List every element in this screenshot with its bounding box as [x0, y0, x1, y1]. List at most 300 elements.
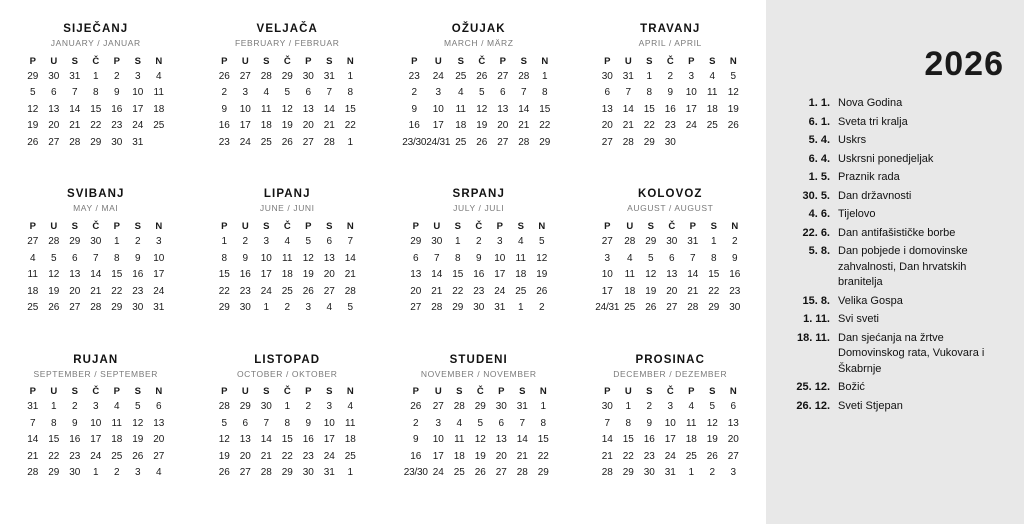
day-cell: 4	[284, 236, 291, 248]
day-cell: 17	[494, 269, 506, 281]
day-cell: 9	[412, 434, 419, 446]
day-cell: 20	[323, 269, 335, 281]
week-row	[402, 101, 555, 118]
day-cell: 20	[666, 285, 678, 297]
month-days-table	[597, 54, 744, 151]
day-cell: 27	[153, 450, 165, 462]
day-cell: 16	[729, 269, 741, 281]
day-cell: 20	[497, 120, 509, 132]
weekday-header: S	[519, 386, 526, 398]
week-row	[22, 415, 169, 432]
weekday-header: U	[241, 220, 249, 232]
day-cell: 25	[111, 450, 123, 462]
day-cell: 1	[92, 467, 99, 479]
day-cell: 18	[153, 103, 165, 115]
month-block	[192, 345, 384, 510]
day-cell: 20	[239, 450, 251, 462]
day-cell: 25	[153, 120, 165, 132]
month-name: PROSINAC	[635, 353, 705, 366]
day-cell: 12	[48, 269, 60, 281]
day-cell: 26	[476, 70, 488, 82]
day-cell: 7	[519, 417, 526, 429]
day-cell: 19	[218, 450, 230, 462]
week-row	[402, 85, 555, 102]
weekday-header: N	[541, 55, 549, 67]
day-cell: 28	[260, 70, 272, 82]
day-cell: 5	[730, 70, 737, 82]
week-row	[22, 101, 169, 118]
day-cell: 9	[242, 252, 249, 264]
day-cell: 28	[344, 285, 356, 297]
day-cell: 12	[645, 269, 657, 281]
day-cell: 13	[666, 269, 678, 281]
week-row	[405, 233, 552, 250]
day-cell: 26	[281, 136, 293, 148]
day-cell: 30	[666, 236, 678, 248]
day-cell: 1	[221, 236, 228, 248]
weekday-header: P	[221, 55, 228, 67]
holiday-item	[784, 115, 1010, 131]
holiday-item	[784, 170, 1010, 186]
day-cell: 12	[302, 252, 314, 264]
day-cell: 10	[260, 252, 272, 264]
day-cell: 5	[477, 417, 484, 429]
holiday-name: Božić	[838, 381, 865, 393]
weekday-header: S	[134, 386, 141, 398]
holiday-date: 30. 5.	[802, 189, 830, 202]
day-cell: 24	[239, 136, 251, 148]
day-cell: 2	[709, 467, 716, 479]
day-cell: 22	[452, 285, 464, 297]
day-cell: 21	[601, 450, 613, 462]
day-cell: 19	[706, 434, 718, 446]
day-cell	[681, 134, 702, 151]
day-cell: 10	[432, 434, 444, 446]
day-cell: 29	[239, 401, 251, 413]
day-cell: 30	[643, 467, 655, 479]
day-cell: 16	[69, 434, 81, 446]
day-cell: 23	[473, 285, 485, 297]
day-cell: 8	[92, 87, 99, 99]
day-cell: 14	[431, 269, 443, 281]
weekday-header: P	[688, 386, 695, 398]
month-block	[575, 14, 767, 179]
day-cell: 3	[730, 467, 737, 479]
day-cell: 28	[518, 70, 530, 82]
day-cell: 6	[71, 252, 78, 264]
month-days-table	[404, 385, 554, 482]
day-cell: 5	[284, 87, 291, 99]
day-cell: 8	[646, 87, 653, 99]
day-cell: 28	[323, 136, 335, 148]
day-cell: 13	[410, 269, 422, 281]
day-cell: 7	[433, 252, 440, 264]
weekday-header: N	[346, 55, 354, 67]
month-subtitle: SEPTEMBER / SEPTEMBER	[33, 368, 159, 379]
weekday-header: U	[626, 220, 634, 232]
day-cell: 7	[92, 252, 99, 264]
weekday-header: S	[709, 386, 716, 398]
day-cell: 29	[281, 467, 293, 479]
day-cell: 4	[263, 87, 270, 99]
day-cell: 25	[27, 302, 39, 314]
day-cell: 18	[27, 285, 39, 297]
weekday-header: S	[71, 386, 78, 398]
month-subtitle: MARCH / MÄRZ	[443, 38, 514, 48]
day-cell: 11	[261, 103, 272, 115]
day-cell: 8	[221, 252, 228, 264]
day-cell: 2	[284, 302, 291, 314]
holiday-item	[784, 331, 1010, 378]
day-cell: 9	[475, 252, 482, 264]
day-cell: 20	[48, 120, 60, 132]
week-row	[214, 85, 361, 102]
holiday-item	[784, 244, 1010, 291]
day-cell: 4	[155, 70, 162, 82]
day-cell: 9	[134, 252, 141, 264]
day-cell: 12	[706, 417, 718, 429]
weekday-header: P	[604, 55, 611, 67]
day-cell: 10	[90, 417, 102, 429]
day-cell: 24	[132, 120, 144, 132]
weekday-header: P	[499, 55, 506, 67]
holiday-name: Velika Gospa	[838, 294, 903, 307]
weekday-header: P	[113, 220, 120, 232]
day-cell: 9	[113, 87, 120, 99]
day-cell: 10	[153, 252, 165, 264]
day-cell: 20	[495, 450, 507, 462]
day-cell: 9	[221, 103, 228, 115]
day-cell: 6	[412, 252, 419, 264]
holiday-name: Tijelovo	[838, 208, 876, 220]
day-cell: 9	[305, 417, 312, 429]
day-cell: 28	[218, 401, 230, 413]
holiday-item	[784, 189, 1010, 205]
weekday-header: S	[134, 55, 141, 67]
holiday-name: Dan pobjede i domovinske zahvalnosti, Dan hrvatskih branitelja	[838, 245, 968, 288]
day-cell: 13	[69, 269, 81, 281]
day-cell: 15	[281, 434, 293, 446]
day-cell: 1	[625, 401, 632, 413]
day-cell: 3	[496, 236, 503, 248]
day-cell: 27	[601, 236, 613, 248]
weekday-header: P	[305, 220, 312, 232]
day-cell: 18	[706, 103, 718, 115]
holiday-date: 1. 1.	[808, 97, 830, 109]
week-row	[597, 85, 744, 102]
week-row	[22, 233, 169, 250]
month-days-table	[402, 54, 555, 151]
day-cell: 28	[260, 467, 272, 479]
holidays-sidebar	[766, 0, 1024, 524]
day-cell: 3	[435, 87, 442, 99]
day-cell: 31	[69, 70, 81, 82]
holiday-date: 1. 11.	[803, 313, 830, 325]
day-cell: 6	[50, 87, 57, 99]
day-cell: 13	[153, 417, 165, 429]
day-cell: 7	[347, 236, 354, 248]
holiday-date: 15. 8.	[802, 294, 830, 307]
weekday-header: P	[498, 386, 505, 398]
day-cell: 15	[537, 434, 549, 446]
day-cell: 27	[302, 136, 314, 148]
day-cell: 17	[432, 450, 444, 462]
weekday-header: Č	[283, 220, 291, 232]
weekday-header: Č	[283, 55, 291, 67]
day-cell: 9	[646, 417, 653, 429]
month-block	[0, 345, 192, 510]
day-cell: 24	[432, 467, 444, 479]
day-cell: 30	[69, 467, 81, 479]
weekday-header: U	[50, 55, 58, 67]
weekday-header: N	[538, 220, 546, 232]
month-subtitle: NOVEMBER / NOVEMBER	[420, 368, 537, 379]
day-cell: 30	[495, 401, 507, 413]
weekday-header-row	[597, 54, 744, 68]
day-cell: 16	[111, 103, 123, 115]
weekday-header: Č	[92, 55, 100, 67]
weekday-header: P	[29, 386, 36, 398]
month-subtitle: AUGUST / AUGUST	[627, 203, 714, 214]
day-cell: 7	[326, 87, 333, 99]
day-cell: 13	[601, 103, 613, 115]
month-name: LISTOPAD	[254, 353, 321, 366]
day-cell: 16	[643, 434, 655, 446]
holiday-item	[784, 226, 1010, 242]
day-cell: 5	[221, 417, 228, 429]
month-days-table	[22, 385, 169, 482]
holiday-name: Uskrs	[838, 134, 867, 146]
weekday-header: Č	[475, 220, 483, 232]
month-days-table	[214, 219, 361, 316]
week-row	[404, 432, 554, 449]
holiday-date: 5. 8.	[808, 245, 830, 257]
day-cell: 1	[646, 70, 653, 82]
day-cell: 30	[601, 401, 613, 413]
weekday-header: S	[71, 55, 78, 67]
week-row	[402, 134, 555, 151]
day-cell: 22	[218, 285, 230, 297]
week-row	[405, 299, 552, 316]
day-cell: 18	[111, 434, 123, 446]
day-cell: 8	[625, 417, 632, 429]
day-cell: 16	[408, 120, 420, 132]
weekday-header: S	[456, 386, 463, 398]
day-cell: 11	[27, 269, 38, 281]
day-cell: 14	[687, 269, 699, 281]
day-cell: 16	[218, 120, 230, 132]
day-cell: 19	[132, 434, 144, 446]
week-row	[405, 250, 552, 267]
day-cell: 28	[90, 302, 102, 314]
day-cell: 9	[411, 103, 418, 115]
day-cell: 17	[153, 269, 165, 281]
weekday-header-row	[214, 219, 361, 233]
holiday-name: Sveta tri kralja	[838, 115, 908, 128]
month-name: SRPANJ	[452, 188, 505, 201]
day-cell: 5	[347, 302, 354, 314]
day-cell: 21	[687, 285, 699, 297]
day-cell: 28	[687, 302, 699, 314]
holiday-date: 6. 4.	[808, 152, 830, 165]
weekday-header: U	[624, 55, 632, 67]
day-cell: 24	[153, 285, 165, 297]
day-cell: 6	[498, 417, 505, 429]
month-days-table	[22, 54, 169, 151]
day-cell: 27	[69, 302, 81, 314]
day-cell: 13	[727, 417, 739, 429]
weekday-header-row	[404, 385, 554, 399]
weekday-header: S	[709, 55, 716, 67]
day-cell: 16	[664, 103, 676, 115]
day-cell: 27	[239, 70, 251, 82]
week-row	[595, 233, 745, 250]
day-cell: 17	[239, 120, 251, 132]
day-cell: 21	[260, 450, 272, 462]
day-cell: 28	[27, 467, 39, 479]
day-cell: 26	[218, 70, 230, 82]
day-cell: 12	[536, 252, 548, 264]
day-cell: 19	[302, 269, 314, 281]
day-cell: 16	[473, 269, 485, 281]
holiday-name: Dan državnosti	[838, 189, 912, 202]
weekday-header: N	[539, 386, 547, 398]
day-cell: 12	[132, 417, 144, 429]
month-block	[575, 345, 767, 510]
week-row	[214, 266, 361, 283]
holiday-name: Dan antifašističke borbe	[838, 226, 956, 239]
day-cell: 11	[454, 434, 465, 446]
day-cell: 17	[432, 120, 444, 132]
year-title: 2026	[924, 45, 1004, 83]
week-row	[22, 85, 169, 102]
week-row	[22, 266, 169, 283]
day-cell: 23	[111, 120, 123, 132]
weekday-header: S	[457, 55, 464, 67]
day-cell: 1	[540, 401, 547, 413]
week-row	[214, 101, 361, 118]
week-row	[214, 134, 361, 151]
day-cell: 26	[476, 136, 488, 148]
day-cell: 23	[239, 285, 251, 297]
day-cell: 14	[518, 103, 530, 115]
weekday-header: S	[263, 386, 270, 398]
holiday-date: 6. 1.	[808, 115, 830, 128]
day-cell: 18	[515, 269, 527, 281]
day-cell: 5	[29, 87, 36, 99]
weekday-header: Č	[666, 55, 674, 67]
day-cell: 29	[537, 467, 549, 479]
day-cell: 6	[305, 87, 312, 99]
day-cell: 15	[539, 103, 551, 115]
holiday-date: 5. 4.	[808, 134, 830, 146]
day-cell: 16	[410, 450, 422, 462]
day-cell: 23	[302, 450, 314, 462]
weekday-header-row	[214, 385, 361, 399]
day-cell: 9	[731, 252, 738, 264]
day-cell: 31	[516, 401, 528, 413]
week-row	[214, 299, 361, 316]
day-cell: 30	[111, 136, 123, 148]
month-name: SIJEČANJ	[63, 23, 129, 35]
day-cell: 13	[302, 103, 314, 115]
day-cell: 11	[111, 417, 122, 429]
month-block	[383, 179, 575, 344]
day-cell: 29	[69, 236, 81, 248]
day-cell: 28	[601, 467, 613, 479]
day-cell: 22	[622, 450, 634, 462]
day-cell: 2	[475, 236, 482, 248]
day-cell: 6	[155, 401, 162, 413]
day-cell: 27	[432, 401, 444, 413]
day-cell: 2	[242, 236, 249, 248]
weekday-header: Č	[92, 220, 100, 232]
day-cell: 18	[685, 434, 697, 446]
weekday-header: S	[646, 386, 653, 398]
day-cell: 5	[305, 236, 312, 248]
month-days-table	[405, 219, 552, 316]
day-cell: 28	[624, 236, 636, 248]
weekday-header: P	[221, 386, 228, 398]
day-cell: 3	[155, 236, 162, 248]
day-cell: 8	[284, 417, 291, 429]
weekday-header: U	[624, 386, 632, 398]
month-name: STUDENI	[449, 353, 508, 366]
day-cell: 2	[731, 236, 738, 248]
weekday-header-row	[402, 54, 555, 68]
day-cell: 26	[218, 467, 230, 479]
day-cell: 29	[27, 70, 39, 82]
week-row	[214, 399, 361, 416]
day-cell: 19	[727, 103, 739, 115]
day-cell: 25	[453, 467, 465, 479]
day-cell: 15	[111, 269, 123, 281]
day-cell: 4	[458, 87, 464, 99]
day-cell: 13	[323, 252, 335, 264]
day-cell: 31	[323, 467, 335, 479]
day-cell: 1	[284, 401, 291, 413]
day-cell: 13	[497, 103, 509, 115]
day-cell: 31	[622, 70, 634, 82]
day-cell: 8	[710, 252, 717, 264]
day-cell: 2	[113, 467, 120, 479]
day-cell: 23	[218, 136, 230, 148]
day-cell: 12	[474, 434, 486, 446]
day-cell: 1	[710, 236, 717, 248]
day-cell: 15	[90, 103, 102, 115]
day-cell: 9	[667, 87, 674, 99]
day-cell: 25	[685, 450, 697, 462]
month-days-table	[597, 385, 744, 482]
day-cell: 10	[494, 252, 506, 264]
day-cell: 8	[50, 417, 57, 429]
week-row	[595, 283, 745, 300]
weekday-header: P	[688, 55, 695, 67]
day-cell: 3	[134, 467, 141, 479]
day-cell: 21	[516, 450, 528, 462]
day-cell: 29	[622, 467, 634, 479]
day-cell: 6	[500, 87, 506, 99]
day-cell: 13	[239, 434, 251, 446]
weekday-header: Č	[478, 55, 486, 67]
weekday-header: P	[113, 386, 120, 398]
day-cell: 4	[347, 401, 354, 413]
day-cell: 31	[132, 136, 144, 148]
day-cell: 5	[647, 252, 654, 264]
day-cell: 17	[601, 285, 613, 297]
day-cell: 21	[622, 120, 634, 132]
holiday-date: 26. 12.	[796, 399, 830, 412]
